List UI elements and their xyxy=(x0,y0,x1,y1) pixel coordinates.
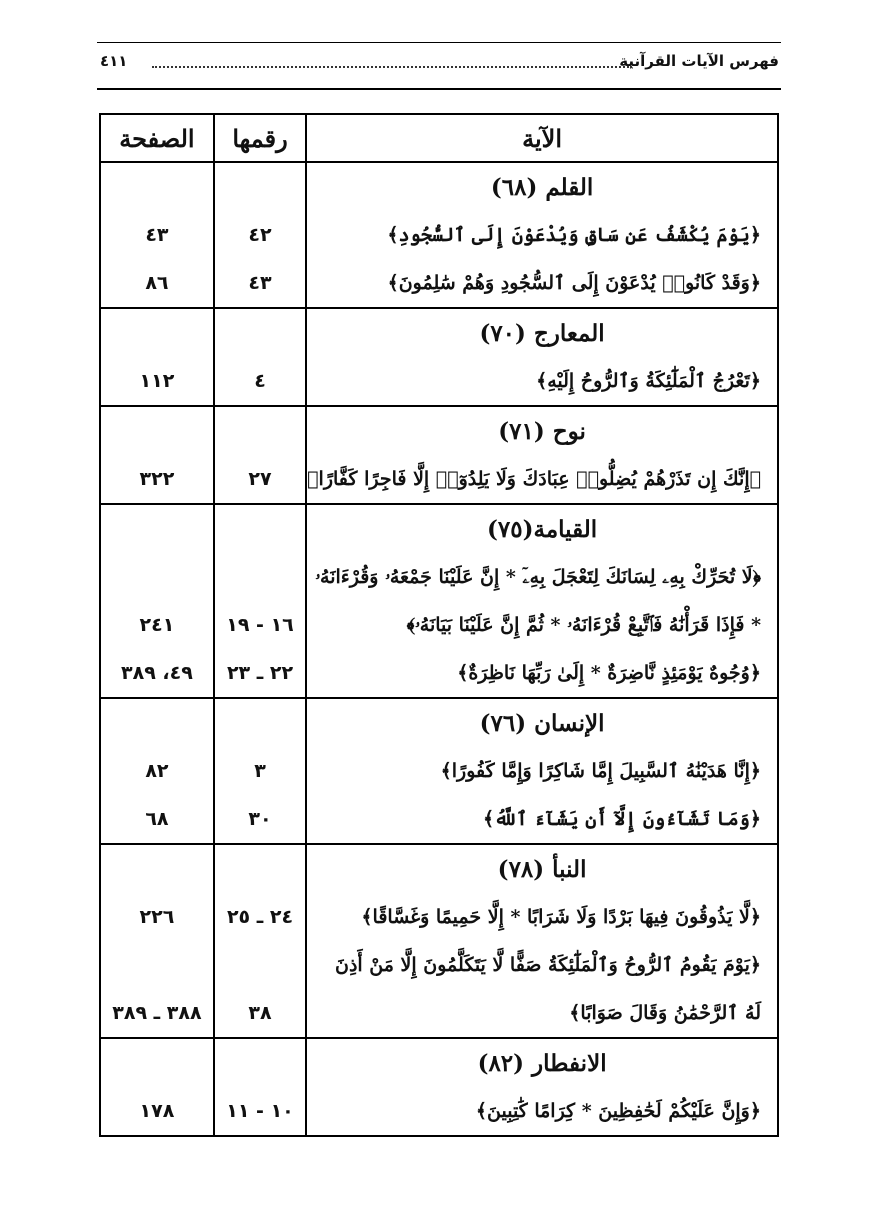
sura-heading: الإنسان (٧٦) xyxy=(306,698,778,747)
verse-number xyxy=(214,941,306,989)
table-row xyxy=(100,989,778,1038)
verse-number: ٣ xyxy=(214,747,306,795)
column-header-number: رقمها xyxy=(214,114,306,162)
table-row xyxy=(100,553,778,601)
page-number: ٤١١ xyxy=(100,52,128,70)
page-ref: ١٧٨ xyxy=(100,1087,214,1136)
sura-heading-row xyxy=(100,844,778,893)
verse-text: ﴿وَقَدْ كَانُوا۟ يُدْعَوْنَ إِلَى ٱلسُّجُودِ وَهُمْ سَٰلِمُونَ﴾ xyxy=(306,259,778,308)
verse-text: * فَإِذَا قَرَأْنَٰهُ فَٱتَّبِعْ قُرْءَانَهُۥ * ثُمَّ إِنَّ عَلَيْنَا بَيَانَهُۥ﴾ xyxy=(306,601,778,649)
page-ref: ٤٩، ٣٨٩ xyxy=(100,649,214,698)
running-header-title: فهرس الآيات القرآنية xyxy=(619,52,779,70)
sura-heading-row xyxy=(100,1038,778,1087)
table-row xyxy=(100,795,778,844)
table-row xyxy=(100,357,778,406)
verse-text: ﴿يَوْمَ يَقُومُ ٱلرُّوحُ وَٱلْمَلَٰٓئِكَةُ صَفًّا لَّا يَتَكَلَّمُونَ إِلَّا مَنْ أَذِنَ xyxy=(306,941,778,989)
table-row xyxy=(100,259,778,308)
sura-heading: الانفطار (٨٢) xyxy=(306,1038,778,1087)
verse-text: ﴿وَمَا تَشَآءُونَ إِلَّآ أَن يَشَآءَ ٱللَّهُ﴾ xyxy=(306,795,778,844)
verse-text: ﴿تَعْرُجُ ٱلْمَلَٰٓئِكَةُ وَٱلرُّوحُ إِلَيْهِ﴾ xyxy=(306,357,778,406)
verse-number: ٤٢ xyxy=(214,211,306,259)
table-row xyxy=(100,747,778,795)
verse-text: ﴿وَإِنَّ عَلَيْكُمْ لَحَٰفِظِينَ * كِرَامًا كَٰتِبِينَ﴾ xyxy=(306,1087,778,1136)
page-ref: ٤٣ xyxy=(100,211,214,259)
table-row xyxy=(100,211,778,259)
sura-heading-row xyxy=(100,162,778,211)
verse-number: ٣٠ xyxy=(214,795,306,844)
page-ref: ٣٨٨ ـ ٣٨٩ xyxy=(100,989,214,1038)
sura-heading: نوح (٧١) xyxy=(306,406,778,455)
sura-heading-row xyxy=(100,698,778,747)
verse-text: ﴿لَّا يَذُوقُونَ فِيهَا بَرْدًا وَلَا شَرَابًا * إِلَّا حَمِيمًا وَغَسَّاقًا﴾ xyxy=(306,893,778,941)
sura-heading-row xyxy=(100,504,778,553)
header-top-rule xyxy=(97,42,781,43)
verse-text: ﴿لَا تُحَرِّكْ بِهِۦ لِسَانَكَ لِتَعْجَلَ بِهِۦٓ * إِنَّ عَلَيْنَا جَمْعَهُۥ وَقُرْءَانَهُۥ xyxy=(306,553,778,601)
table-row xyxy=(100,601,778,649)
verse-text: ﴿يَوْمَ يُكْشَفُ عَن سَاقٍ وَيُدْعَوْنَ إِلَى ٱلسُّجُودِ﴾ xyxy=(306,211,778,259)
page-ref xyxy=(100,553,214,601)
page-ref xyxy=(100,941,214,989)
verse-text: لَهُ ٱلرَّحْمَٰنُ وَقَالَ صَوَابًا﴾ xyxy=(306,989,778,1038)
verse-number: ١٠ - ١١ xyxy=(214,1087,306,1136)
page-ref: ٢٢٦ xyxy=(100,893,214,941)
sura-heading-row xyxy=(100,406,778,455)
verse-text: ﴿إِنَّا هَدَيْنَٰهُ ٱلسَّبِيلَ إِمَّا شَاكِرًا وَإِمَّا كَفُورًا﴾ xyxy=(306,747,778,795)
page-ref: ٦٨ xyxy=(100,795,214,844)
verse-number: ٢٧ xyxy=(214,455,306,504)
verse-number: ٢٢ ـ ٢٣ xyxy=(214,649,306,698)
sura-heading: القلم (٦٨) xyxy=(306,162,778,211)
page-ref: ٨٦ xyxy=(100,259,214,308)
verse-number: ٤ xyxy=(214,357,306,406)
table-header-row xyxy=(100,114,778,162)
sura-heading: المعارج (٧٠) xyxy=(306,308,778,357)
table-row xyxy=(100,1087,778,1136)
table-row xyxy=(100,649,778,698)
page-ref: ٢٤١ xyxy=(100,601,214,649)
page-ref: ٨٢ xyxy=(100,747,214,795)
header-leader-dots xyxy=(152,66,632,68)
verse-number: ٢٤ ـ ٢٥ xyxy=(214,893,306,941)
column-header-page: الصفحة xyxy=(100,114,214,162)
table-body xyxy=(100,162,778,1136)
verse-number: ٤٣ xyxy=(214,259,306,308)
verse-text: ﴿وُجُوهٌ يَوْمَئِذٍ نَّاضِرَةٌ * إِلَىٰ رَبِّهَا نَاظِرَةٌ﴾ xyxy=(306,649,778,698)
verse-number xyxy=(214,553,306,601)
sura-heading: النبأ (٧٨) xyxy=(306,844,778,893)
verse-number: ١٦ - ١٩ xyxy=(214,601,306,649)
page-ref: ١١٢ xyxy=(100,357,214,406)
column-header-aya: الآية xyxy=(306,114,778,162)
verse-number: ٣٨ xyxy=(214,989,306,1038)
verse-text: ﴿إِنَّكَ إِن تَذَرْهُمْ يُضِلُّوا۟ عِبَادَكَ وَلَا يَلِدُوٓا۟ إِلَّا فَاجِرًا كَفَّارًا﴾ xyxy=(306,455,778,504)
verse-index-table xyxy=(99,113,779,1137)
page-ref: ٣٢٢ xyxy=(100,455,214,504)
table-row xyxy=(100,893,778,941)
sura-heading: القيامة(٧٥) xyxy=(306,504,778,553)
sura-heading-row xyxy=(100,308,778,357)
table-row xyxy=(100,455,778,504)
table-row xyxy=(100,941,778,989)
header-bottom-rule xyxy=(97,88,781,90)
